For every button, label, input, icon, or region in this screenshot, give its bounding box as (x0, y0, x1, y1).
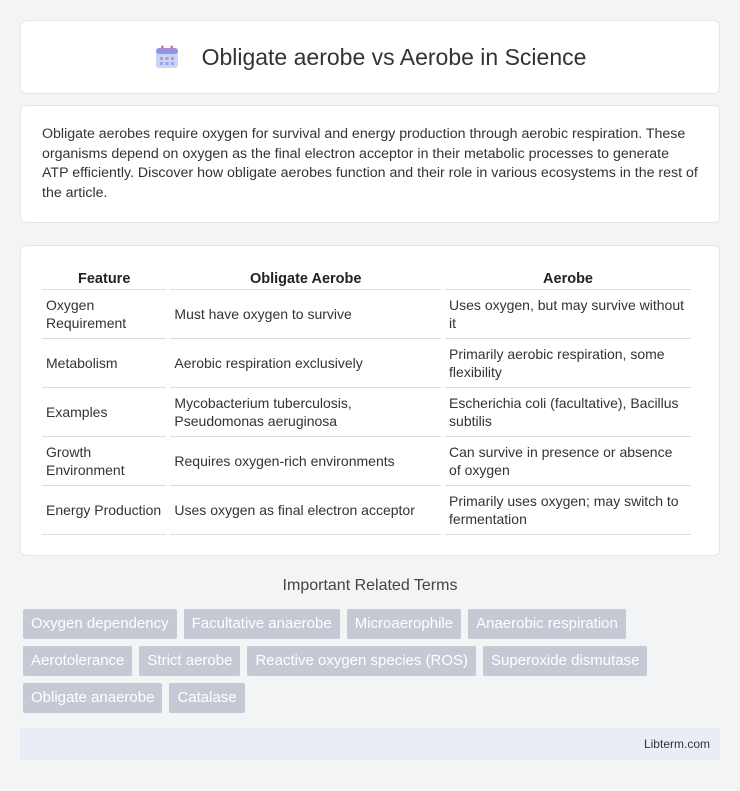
table-cell: Escherichia coli (facultative), Bacillus subtilis (445, 388, 691, 437)
table-cell: Energy Production (42, 486, 166, 535)
term-tag[interactable]: Strict aerobe (139, 646, 240, 676)
table-cell: Aerobic respiration exclusively (170, 339, 441, 388)
intro-text: Obligate aerobes require oxygen for survival and energy production through aerobic respiration. These organisms depend on oxygen as the final electron acceptor in their metabolic processes to generate ATP efficiently. Discover how obligate aerobes function and their role in various ecosystems in the rest of the article. (42, 126, 698, 201)
related-terms-list (23, 609, 713, 713)
comparison-table (38, 266, 695, 535)
footer-site-link[interactable]: Libterm.com (643, 737, 710, 751)
header-card (20, 20, 720, 94)
term-tag[interactable]: Anaerobic respiration (468, 609, 626, 639)
term-tag[interactable]: Reactive oxygen species (ROS) (247, 646, 476, 676)
table-cell: Can survive in presence or absence of oxygen (445, 437, 691, 486)
table-cell: Oxygen Requirement (42, 290, 166, 339)
comparison-card (20, 245, 720, 556)
table-header: Feature (42, 266, 166, 290)
table-cell: Must have oxygen to survive (170, 290, 441, 339)
table-row (42, 388, 691, 437)
table-cell: Primarily uses oxygen; may switch to fermentation (445, 486, 691, 535)
table-cell: Mycobacterium tuberculosis, Pseudomonas aeruginosa (170, 388, 441, 437)
footer (20, 728, 720, 760)
table-header: Obligate Aerobe (170, 266, 441, 290)
table-cell: Requires oxygen-rich environments (170, 437, 441, 486)
table-header: Aerobe (445, 266, 691, 290)
term-tag[interactable]: Aerotolerance (23, 646, 132, 676)
term-tag[interactable]: Microaerophile (347, 609, 461, 639)
term-tag[interactable]: Facultative anaerobe (184, 609, 340, 639)
table-cell: Metabolism (42, 339, 166, 388)
term-tag[interactable]: Superoxide dismutase (483, 646, 647, 676)
intro-card (20, 105, 720, 223)
table-cell: Primarily aerobic respiration, some flexibility (445, 339, 691, 388)
term-tag[interactable]: Oxygen dependency (23, 609, 177, 639)
table-row (42, 437, 691, 486)
table-cell: Uses oxygen as final electron acceptor (170, 486, 441, 535)
table-cell: Examples (42, 388, 166, 437)
term-tag[interactable]: Obligate anaerobe (23, 683, 162, 713)
table-cell: Growth Environment (42, 437, 166, 486)
table-header-row (42, 266, 691, 290)
page-title: Obligate aerobe vs Aerobe in Science (201, 43, 587, 70)
table-row (42, 486, 691, 535)
term-tag[interactable]: Catalase (169, 683, 244, 713)
related-terms-title: Important Related Terms (282, 577, 458, 594)
table-row (42, 339, 691, 388)
calendar-icon (154, 44, 180, 70)
table-row (42, 290, 691, 339)
table-cell: Uses oxygen, but may survive without it (445, 290, 691, 339)
